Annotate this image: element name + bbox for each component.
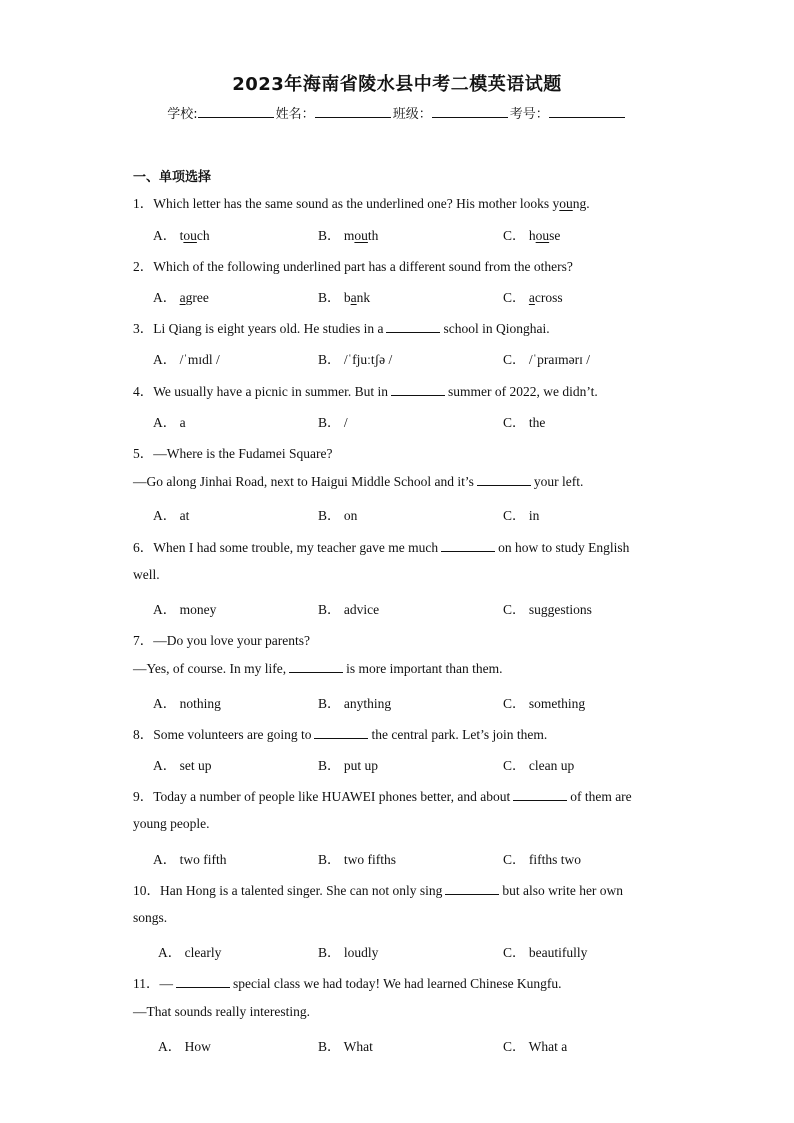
underlined-part: ou (559, 196, 573, 211)
question-number: 7． (133, 633, 154, 648)
option-b[interactable]: B． What (318, 1039, 373, 1054)
question-text-tail: special class we had today! We had learned Chinese Kungfu. (233, 976, 562, 991)
option-a[interactable]: A． touch (153, 228, 210, 243)
option-c[interactable]: C． clean up (503, 758, 575, 773)
class-label: 班级： (392, 107, 432, 122)
option-a[interactable]: A． How (158, 1039, 211, 1054)
option-a[interactable]: A． nothing (153, 696, 221, 711)
option-a[interactable]: A． a (153, 415, 186, 430)
question-7-line-2: —Yes, of course. In my life, is more important than them. (133, 661, 503, 676)
question-text: —Where is the Fudamei Square? (153, 446, 333, 461)
question-text: Today a number of people like HUAWEI phones better, and about (153, 789, 511, 804)
option-a[interactable]: A． agree (153, 290, 209, 305)
option-c[interactable]: C． the (503, 415, 546, 430)
option-a[interactable]: A． at (153, 508, 190, 523)
option-c[interactable]: C． across (503, 290, 563, 305)
question-text-tail: school in Qionghai. (443, 321, 550, 336)
question-6 (133, 536, 629, 556)
option-c[interactable]: C． house (503, 228, 561, 243)
question-text: — (159, 976, 173, 991)
answer-blank[interactable] (445, 882, 499, 895)
question-number: 5． (133, 446, 154, 461)
question-text: Li Qiang is eight years old. He studies in a (153, 321, 384, 336)
option-b[interactable]: B． put up (318, 758, 379, 773)
name-label: 姓名： (275, 107, 315, 122)
option-c[interactable]: C． something (503, 696, 586, 711)
answer-blank[interactable] (289, 660, 343, 673)
question-text: Which letter has the same sound as the underlined one? His mother looks y (153, 196, 560, 211)
option-a[interactable]: A． two fifth (153, 852, 227, 867)
question-text: Which of the following underlined part has a different sound from the others? (153, 259, 573, 274)
question-8 (133, 723, 547, 743)
answer-blank[interactable] (176, 975, 230, 988)
option-b[interactable]: B． two fifths (318, 852, 397, 867)
section-heading: 一、单项选择 (133, 170, 212, 185)
answer-blank[interactable] (391, 383, 445, 396)
question-2 (133, 255, 573, 275)
question-3 (133, 317, 550, 337)
question-text-tail: the central park. Let’s join them. (371, 727, 548, 742)
question-1 (133, 192, 590, 212)
page-title: 2023年海南省陵水县中考二模英语试题 (232, 74, 562, 95)
question-10-line-2: songs. (133, 910, 168, 925)
question-number: 8． (133, 727, 154, 742)
option-b[interactable]: B． bank (318, 290, 371, 305)
question-number: 2． (133, 259, 154, 274)
option-a[interactable]: A． set up (153, 758, 212, 773)
name-blank[interactable] (315, 104, 391, 118)
answer-blank[interactable] (513, 788, 567, 801)
option-a[interactable]: A． clearly (158, 945, 222, 960)
option-b[interactable]: B． / (318, 415, 348, 430)
question-text: We usually have a picnic in summer. But in (153, 384, 388, 399)
question-text-tail: on how to study English (498, 540, 630, 555)
option-c[interactable]: C． beautifully (503, 945, 588, 960)
question-number: 4． (133, 384, 154, 399)
question-text: When I had some trouble, my teacher gave me much (153, 540, 439, 555)
question-number: 3． (133, 321, 154, 336)
question-11 (133, 972, 562, 992)
school-label: 学校: (167, 107, 198, 122)
option-b[interactable]: B． mouth (318, 228, 379, 243)
option-b[interactable]: B． /ˈfjuːtʃə / (318, 352, 393, 367)
option-a[interactable]: A． money (153, 602, 217, 617)
answer-blank[interactable] (477, 473, 531, 486)
exam-number-label: 考号： (509, 107, 549, 122)
option-b[interactable]: B． loudly (318, 945, 379, 960)
option-b[interactable]: B． advice (318, 602, 380, 617)
question-4 (133, 380, 598, 400)
answer-blank[interactable] (314, 726, 368, 739)
option-b[interactable]: B． on (318, 508, 358, 523)
question-9 (133, 785, 632, 805)
option-c[interactable]: C． /ˈpraɪmərɪ / (503, 352, 590, 367)
question-5-line-2: —Go along Jinhai Road, next to Haigui Middle School and it’s your left. (133, 474, 584, 489)
option-c[interactable]: C． fifths two (503, 852, 582, 867)
question-6-line-2: well. (133, 567, 160, 582)
question-number: 1． (133, 196, 154, 211)
question-text-tail: summer of 2022, we didn’t. (448, 384, 598, 399)
question-text-tail: of them are (570, 789, 632, 804)
option-c[interactable]: C． suggestions (503, 602, 592, 617)
question-11-line-2: —That sounds really interesting. (133, 1004, 310, 1019)
question-number: 9． (133, 789, 154, 804)
question-text: Some volunteers are going to (153, 727, 312, 742)
question-7 (133, 629, 310, 649)
question-5 (133, 442, 332, 462)
answer-blank[interactable] (386, 320, 440, 333)
answer-blank[interactable] (441, 539, 495, 552)
question-text: —Do you love your parents? (153, 633, 310, 648)
question-text: Han Hong is a talented singer. She can not only sing (160, 883, 443, 898)
exam-number-blank[interactable] (549, 104, 625, 118)
question-number: 6． (133, 540, 154, 555)
question-number: 10． (133, 883, 160, 898)
question-text-tail: but also write her own (502, 883, 624, 898)
school-blank[interactable] (198, 104, 274, 118)
student-info-line (0, 103, 794, 122)
option-c[interactable]: C． What a (503, 1039, 568, 1054)
question-text-tail: ng. (572, 196, 590, 211)
option-a[interactable]: A． /ˈmɪdl / (153, 352, 220, 367)
option-b[interactable]: B． anything (318, 696, 392, 711)
class-blank[interactable] (432, 104, 508, 118)
question-10 (133, 879, 623, 899)
question-number: 11． (133, 976, 160, 991)
question-9-line-2: young people. (133, 816, 210, 831)
option-c[interactable]: C． in (503, 508, 540, 523)
